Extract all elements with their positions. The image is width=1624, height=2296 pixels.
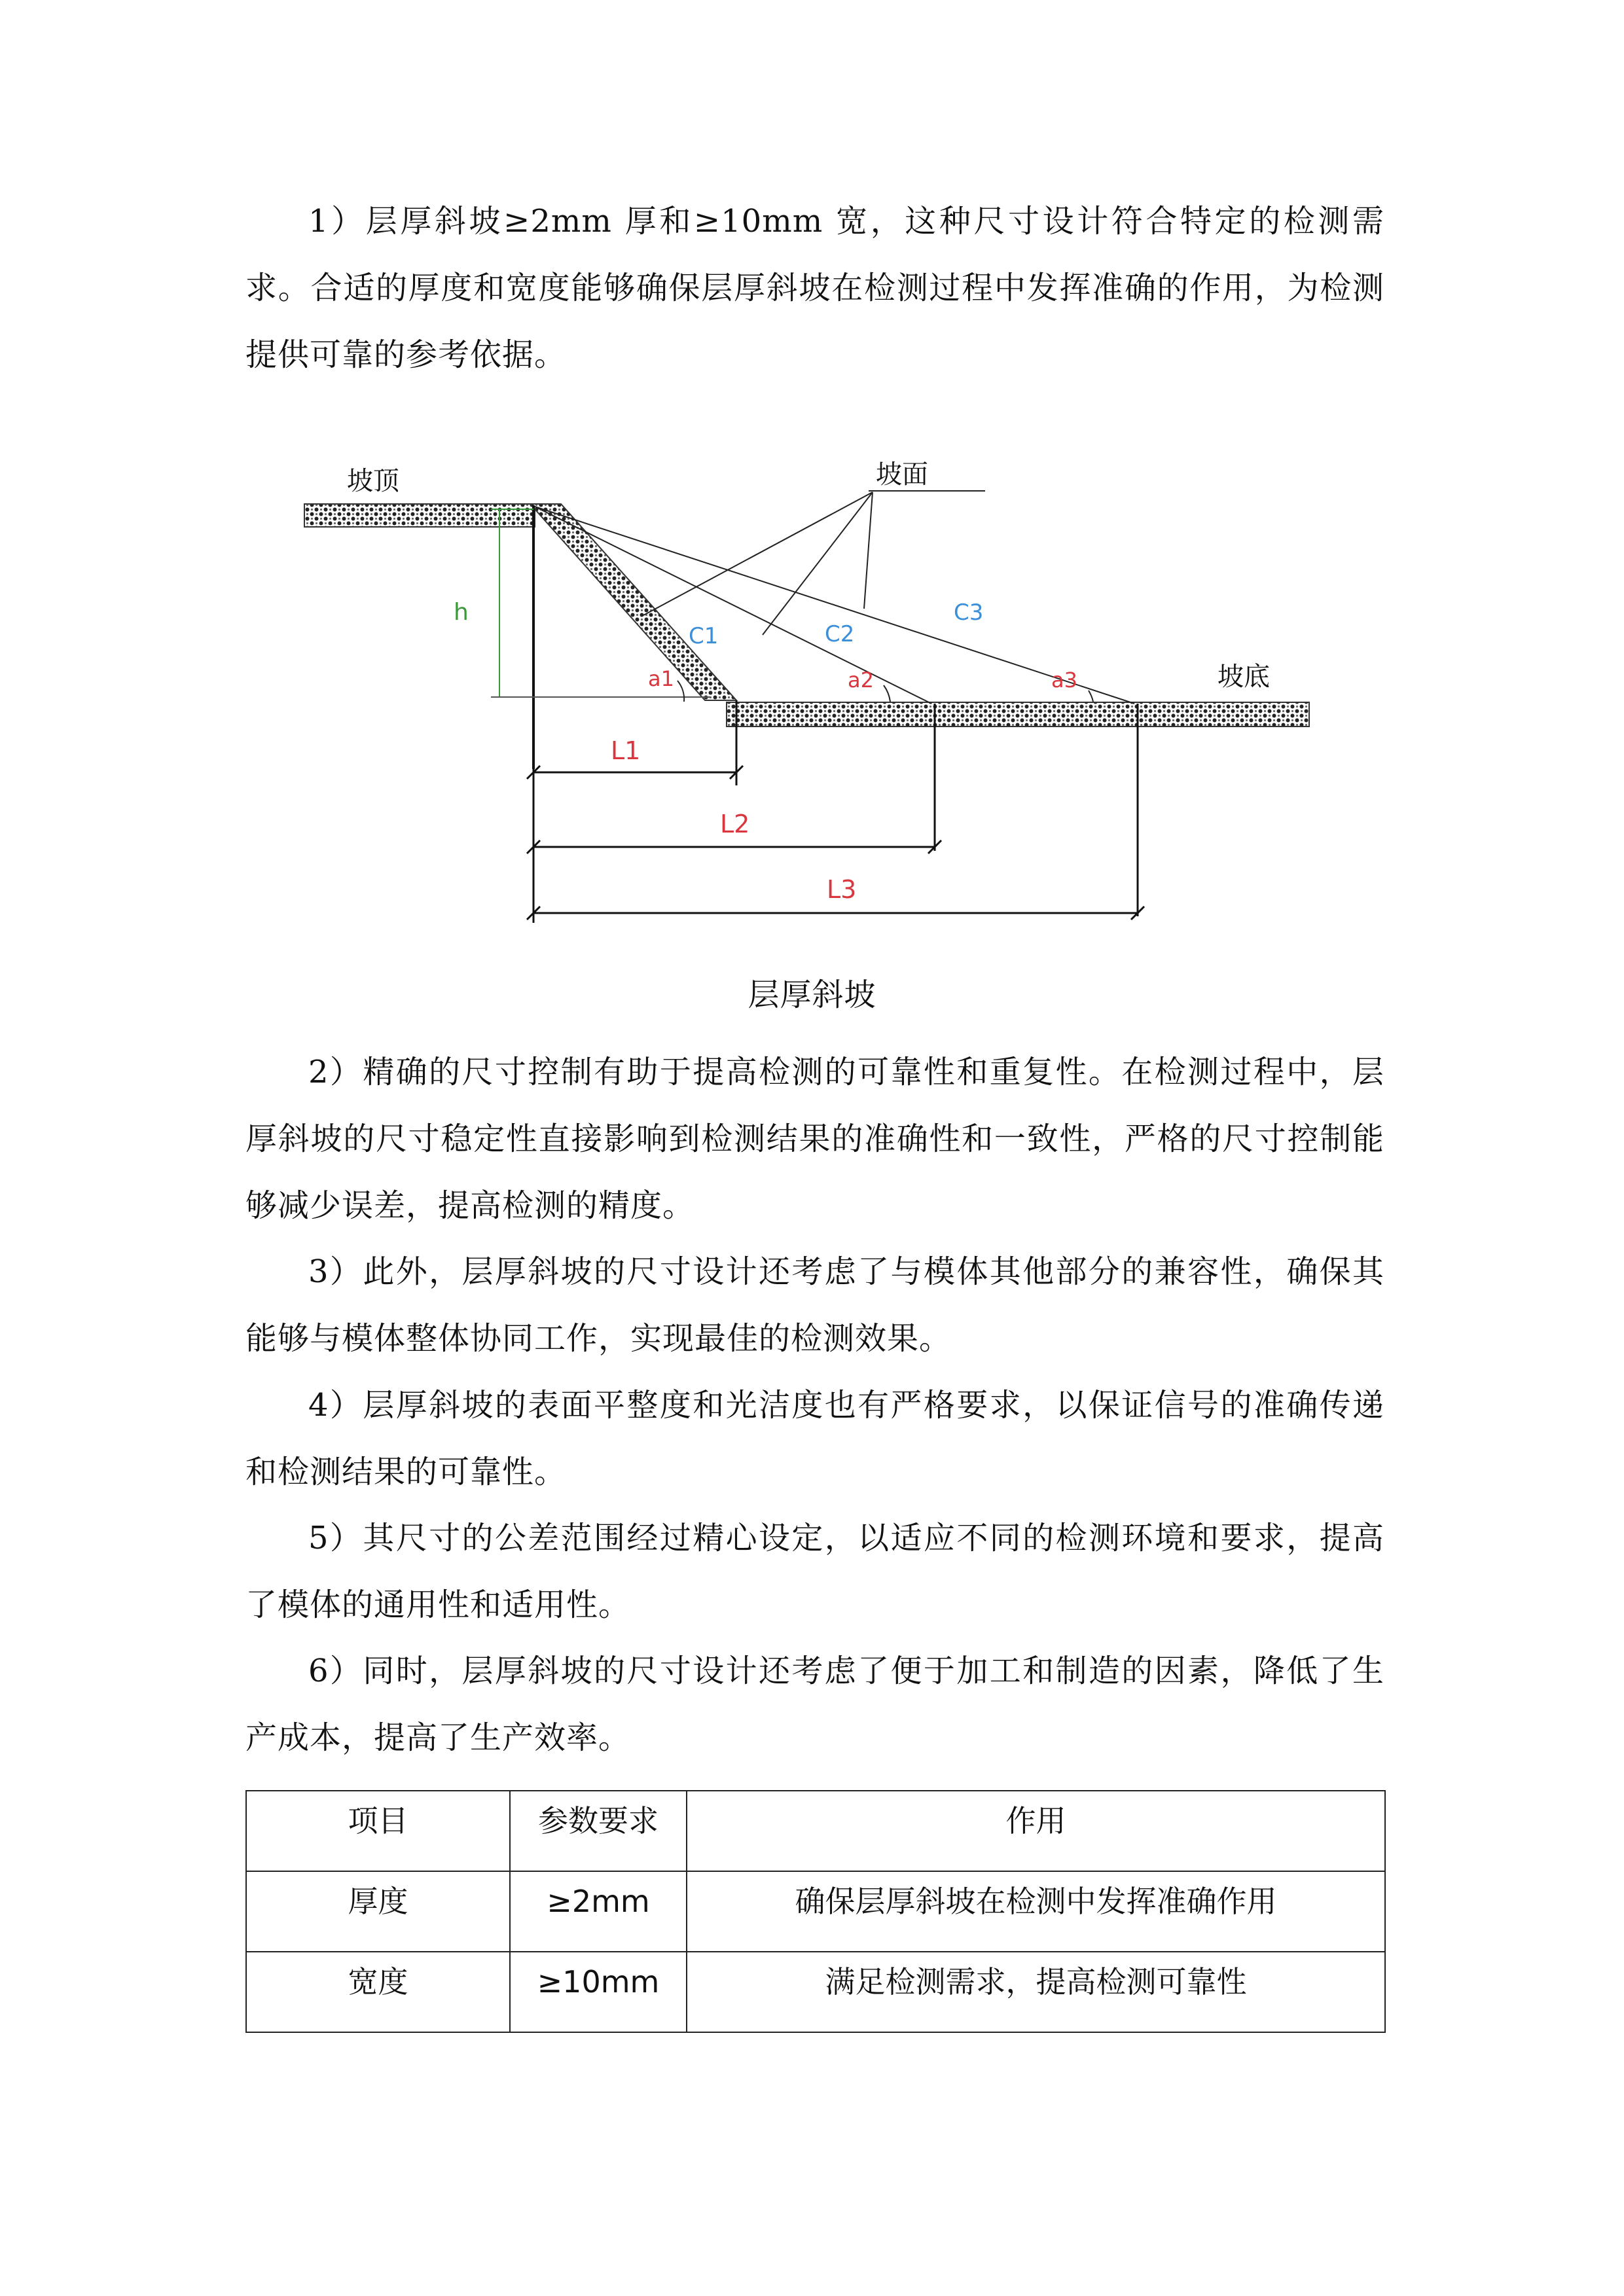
face-leader-3	[864, 492, 873, 609]
paragraph-2: 2）精确的尺寸控制有助于提高检测的可靠性和重复性。在检测过程中，层厚斜坡的尺寸稳定性直接影响到检测结果的准确性和一致性，严格的尺寸控制能够减少误差，提高检测的精度。	[245, 1054, 1384, 1224]
cell-requirement: ≥10mm	[510, 1952, 687, 2032]
label-l1: L1	[611, 736, 641, 765]
top-ground-layer	[304, 504, 535, 527]
slope-diagram	[291, 393, 1319, 969]
label-a3: a3	[1051, 668, 1077, 692]
cell-item: 厚度	[246, 1871, 510, 1952]
paragraph-3: 3）此外，层厚斜坡的尺寸设计还考虑了与模体其他部分的兼容性，确保其能够与模体整体协同工作，实现最佳的检测效果。	[245, 1253, 1384, 1357]
slope-layer	[530, 504, 736, 700]
cell-item: 宽度	[246, 1952, 510, 2032]
label-c1: C1	[689, 623, 719, 649]
paragraph-4: 4）层厚斜坡的表面平整度和光洁度也有严格要求，以保证信号的准确传递和检测结果的可靠性。	[245, 1387, 1384, 1490]
paragraph-1: 1）层厚斜坡≥2mm 厚和≥10mm 宽，这种尺寸设计符合特定的检测需求。合适的厚度和宽度能够确保层厚斜坡在检测过程中发挥准确的作用，为检测提供可靠的参考依据。	[245, 203, 1384, 373]
table-header-row	[246, 1791, 1385, 1871]
cell-function: 确保层厚斜坡在检测中发挥准确作用	[687, 1871, 1385, 1952]
header-item: 项目	[246, 1791, 510, 1871]
label-l3: L3	[827, 875, 857, 904]
label-a2: a2	[848, 668, 874, 692]
figure-caption: 层厚斜坡	[748, 977, 876, 1013]
angle-arc-a1	[677, 681, 684, 702]
angle-arc-a2	[884, 685, 890, 702]
cell-requirement: ≥2mm	[510, 1871, 687, 1952]
paragraph-6: 6）同时，层厚斜坡的尺寸设计还考虑了便于加工和制造的因素，降低了生产成本，提高了生产效率。	[245, 1653, 1384, 1756]
label-c2: C2	[825, 621, 855, 647]
bottom-ground-layer	[727, 702, 1309, 726]
parameter-table	[245, 1790, 1386, 2033]
label-c3: C3	[954, 600, 984, 626]
header-function: 作用	[687, 1791, 1385, 1871]
label-a1: a1	[648, 666, 674, 691]
angle-arc-a3	[1089, 691, 1093, 702]
label-l2: L2	[720, 810, 750, 838]
table-row	[246, 1952, 1385, 2032]
label-face: 坡面	[876, 459, 928, 490]
cell-function: 满足检测需求，提高检测可靠性	[687, 1952, 1385, 2032]
paragraph-5: 5）其尺寸的公差范围经过精心设定，以适应不同的检测环境和要求，提高了模体的通用性和适用性。	[245, 1520, 1384, 1623]
header-requirement: 参数要求	[510, 1791, 687, 1871]
label-top: 坡顶	[347, 466, 399, 496]
label-h: h	[454, 599, 469, 626]
table-row	[246, 1871, 1385, 1952]
face-leader-2	[763, 492, 873, 635]
label-bottom: 坡底	[1218, 662, 1270, 692]
